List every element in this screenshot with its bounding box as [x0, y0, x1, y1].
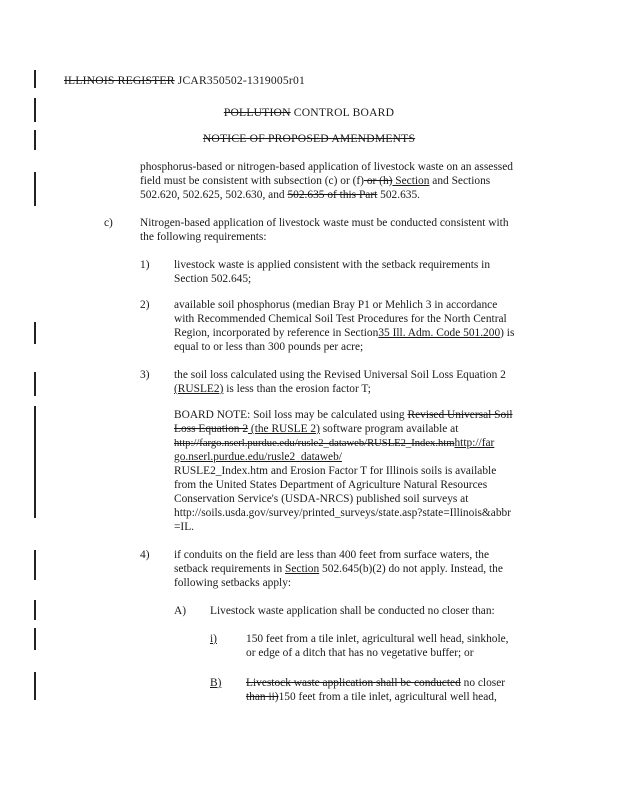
board-note-line-6: from the United States Department of Agriculture Natural Resources — [174, 479, 488, 491]
board-note-line-9: =IL. — [174, 521, 195, 533]
change-bar — [34, 550, 36, 580]
notice-title: NOTICE OF PROPOSED AMENDMENTS — [202, 132, 416, 145]
change-bar — [34, 70, 36, 88]
item-1-line-2: Section 502.645; — [174, 273, 252, 285]
register-title-struck: ILLINOIS REGISTER — [64, 74, 175, 87]
item-4ai-line-2: or edge of a ditch that has no vegetative buffer; or — [246, 647, 474, 659]
item-4b-label: B) — [210, 677, 222, 689]
item-4ai-label: i) — [210, 633, 217, 645]
board-note-line-3: http://fargo.nserl.purdue.edu/rusle2_dataweb/RUSLE2_Index.htmhttp://far — [174, 437, 495, 449]
board-note-line-4: go.nserl.purdue.edu/rusle2_dataweb/ — [174, 451, 342, 463]
item-4a-line-1: Livestock waste application shall be conducted no closer than: — [210, 605, 495, 617]
change-bar — [34, 600, 36, 620]
intro-line-2: field must be consistent with subsection (c) or (f) or (h) Section and Sections — [140, 175, 491, 187]
register-header — [64, 74, 305, 88]
section-c-label: c) — [104, 217, 113, 229]
item-1-line-1: livestock waste is applied consistent with the setback requirements in — [174, 259, 491, 271]
change-bar — [34, 372, 36, 396]
change-bar — [34, 672, 36, 700]
item-3-line-2: (RUSLE2) is less than the erosion factor T; — [174, 383, 371, 395]
item-4ai-line-1: 150 feet from a tile inlet, agricultural well head, sinkhole, — [246, 633, 509, 645]
board-title — [0, 106, 618, 120]
board-rest: CONTROL BOARD — [290, 106, 395, 119]
item-3-label: 3) — [140, 369, 150, 381]
board-note-line-8: http://soils.usda.gov/survey/printed_surveys/state.asp?state=Illinois&abbr — [174, 507, 512, 519]
item-1-label: 1) — [140, 259, 150, 271]
item-2-line-2: with Recommended Chemical Soil Test Procedures for the North Central — [174, 313, 507, 325]
item-2-line-4: equal to or less than 300 pounds per acre; — [174, 341, 364, 353]
intro-line-3: 502.620, 502.625, 502.630, and 502.635 of this Part 502.635. — [140, 189, 421, 201]
item-4b-line-2: than ii)150 feet from a tile inlet, agricultural well head, — [246, 691, 497, 703]
change-bar — [34, 628, 36, 650]
item-4-line-2: setback requirements in Section 502.645(b)(2) do not apply. Instead, the — [174, 563, 503, 575]
item-4-line-3: following setbacks apply: — [174, 577, 292, 589]
change-bar — [34, 406, 36, 518]
item-2-line-1: available soil phosphorus (median Bray P1 or Mehlich 3 in accordance — [174, 299, 498, 311]
change-bar — [34, 322, 36, 344]
board-note-line-1: BOARD NOTE: Soil loss may be calculated using Revised Universal Soil — [174, 409, 513, 421]
intro-line-1: phosphorus-based or nitrogen-based application of livestock waste on an assessed — [140, 161, 513, 173]
board-note-line-7: Conservation Service's (USDA-NRCS) published soil surveys at — [174, 493, 469, 505]
item-4-label: 4) — [140, 549, 150, 561]
item-4b-line-1: Livestock waste application shall be conducted no closer — [246, 677, 506, 689]
item-3-line-1: the soil loss calculated using the Revised Universal Soil Loss Equation 2 — [174, 369, 506, 381]
item-2-label: 2) — [140, 299, 150, 311]
board-struck: POLLUTION — [223, 106, 291, 119]
section-c-line-2: the following requirements: — [140, 231, 267, 243]
item-4a-label: A) — [174, 605, 187, 617]
jcar-code: JCAR350502-1319005r01 — [177, 74, 305, 87]
board-note-line-5: RUSLE2_Index.htm and Erosion Factor T for Illinois soils is available — [174, 465, 497, 477]
item-2-line-3: Region, incorporated by reference in Section35 Ill. Adm. Code 501.200) is — [174, 327, 515, 339]
section-c-line-1: Nitrogen-based application of livestock waste must be conducted consistent with — [140, 217, 509, 229]
item-4-line-1: if conduits on the field are less than 400 feet from surface waters, the — [174, 549, 490, 561]
change-bar — [34, 172, 36, 206]
board-note-line-2: Loss Equation 2 (the RUSLE 2) software program available at — [174, 423, 459, 435]
